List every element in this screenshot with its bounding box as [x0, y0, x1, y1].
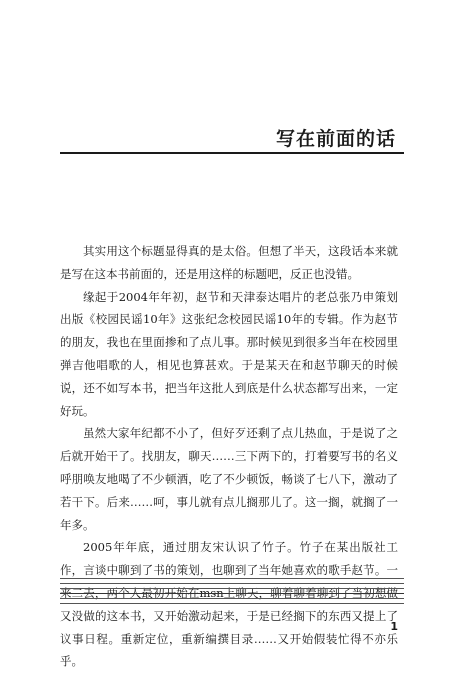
title-underline [60, 152, 404, 154]
paragraph: 2005年年底，通过朋友宋认识了竹子。竹子在某出版社工作，言谈中聊到了书的策划，也聊到了当年她喜欢的歌手赵节。一来二去，两个人最初开始在msn上聊天，聊着聊着聊到了当初想做又没做的这本书，又开始激动起来，于是已经搁下的东西又提上了议事日程。重新定位，重新编撰目录……又开始假装忙得不亦乐乎。 [60, 540, 398, 669]
paragraph: 虽然大家年纪都不小了，但好歹还剩了点儿热血，于是说了之后就开始干了。找朋友，聊天……三下两下的，打着要写书的名义呼朋唤友地喝了不少顿酒，吃了不少顿饭，畅谈了七八下，激动了若干下。后来……呵，事儿就有点儿搁那儿了。这一搁，就搁了一年多。 [60, 426, 398, 532]
footer-rule [60, 578, 404, 579]
footer-rule [60, 598, 404, 599]
footer-rule [60, 603, 404, 604]
paragraph: 其实用这个标题显得真的是太俗。但想了半天，这段话本来就是写在这本书前面的，还是用这样的标题吧，反正也没错。 [60, 244, 398, 281]
footer-rule [60, 583, 404, 584]
footer-rule [60, 588, 404, 589]
page-number: 1 [390, 620, 398, 633]
footer-rules [60, 578, 404, 608]
paragraph: 缘起于2004年年初，赵节和天津泰达唱片的老总张乃申策划出版《校园民谣10年》这张纪念校园民谣10年的专辑。作为赵节的朋友，我也在里面掺和了点儿事。那时候见到很多当年在校园里弹吉他唱歌的人，相见也算甚欢。于是某天在和赵节聊天的时候说，还不如写本书，把当年这批人到底是什么状态都写出来，一定好玩。 [60, 289, 398, 418]
page-title: 写在前面的话 [275, 128, 396, 150]
body-text [60, 240, 398, 673]
footer-rule [60, 593, 404, 594]
